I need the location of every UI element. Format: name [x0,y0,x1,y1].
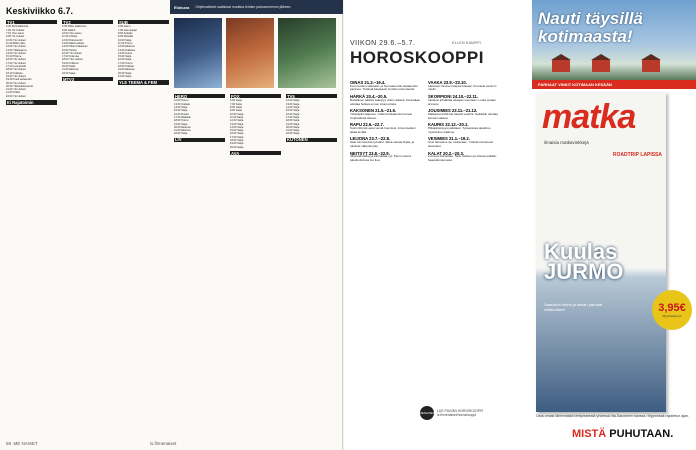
price: 3,95€ [658,302,686,314]
ad-tagline-red: MISTÄ [572,428,607,440]
sign-heading: VAAKA 23.9.–23.10. [428,80,467,85]
program-entry: 12.00 Elokuva [118,45,135,49]
program-list [62,25,113,74]
sign-text: Luovuus kukoistaa. Tartu hetkeen ja toteuta pitkään haaveilemasi asia. [428,154,497,162]
program-entry: 17.00 Tosi-tv [118,61,133,65]
red-cottage-icon [592,60,610,72]
program-entry: 18.00 Tosi-tv [174,119,189,123]
program-list [286,99,337,135]
program-entry: 15.00 Sarja [286,109,300,113]
sign-text: Rahallinen päätös selkiytyy viikon aikana. Kannattaa odottaa hetkeä ennen sitoutumista. [350,97,420,106]
banner-logo: Elokuva [174,4,190,10]
site-url: is.fi/menaiset [150,441,177,446]
program-entry: 8.00 Kotitalo [118,32,133,36]
program-entry: 20.30 Ykkösdokumentti [6,84,33,88]
date-range: VIIKON 29.6.–5.7. [350,40,416,47]
program-entry: 19.00 Sarja [230,142,244,146]
program-entry: 21.00 Elokuva [62,68,79,72]
program-entry: 16.00 Sarja [230,132,244,136]
menaiset-logo: MENAISET [420,406,434,420]
program-entry: 17.00 Sarja [286,115,300,119]
sign-text: Läheinen ihminen kaipaa tukeasi. Kuuntele avoimin mielin. [428,83,497,92]
program-entry: 15.00 Sarja [118,55,132,59]
program-entry: 20.00 Yle Uutiset [6,81,26,85]
program-photo [278,18,336,88]
program-entry: 8.00 Sarja [230,106,242,110]
cover-tag: ROADTRIP LAPISSA [612,152,662,158]
magazine-name: ME NAISET [13,441,38,446]
program-photo [174,18,222,88]
program-entry: 14.00 Sarja [174,106,188,110]
ad-landscape [532,0,696,80]
program-list [230,99,281,148]
program-entry: 16.00 Yle Uutiset [62,51,82,55]
ad-strip: PARHAAT VINKIT KOTIMAAN KESÄÄN [532,80,696,89]
program-entry: 12.00 Yle Uutiset [6,45,26,49]
price-note: Myynnissä nyt [662,314,682,318]
program-entry: 17.00 Sarja [230,135,244,139]
page-number: 58 ME NAISET [6,441,38,446]
program-entry: 18.00 Sarja [286,119,300,123]
program-entry: 17.10 Luontoretki [6,65,27,69]
matka-advertisement [532,0,696,450]
program-list [118,25,169,78]
channel-name: HERO [174,94,225,98]
ad-slogan: Nauti täysillä kotimaasta! [538,9,643,46]
program-entry: 20.00 Sarja [230,145,244,149]
program-entry: 14.00 Sarja [230,125,244,129]
channel-name: LIV [174,138,225,142]
program-entry: 12.00 Dokumentti [62,38,83,42]
program-entry: 19.00 Yle Uutiset [6,74,26,78]
program-entry: 22.00 Sarja [174,132,188,136]
program-entry: 20.00 Elokuva [174,125,191,129]
sign-text: Järjestelmällisyys kannattaa nyt. Pieni muutos päivärutiinissa tuo iloa. [350,154,412,162]
footer-line: LUE PÄIVÄN HOROSKOOPPI [437,409,484,413]
channel-column [6,18,57,106]
ad-tagline [572,428,673,440]
channel-column [62,18,113,82]
program-entry: 12.00 Sarja [286,99,300,103]
sign-text: Kotiin liittyvät asiat vievät huomiosi. Anna itsellesi aikaa levätä. [350,126,416,134]
program-entry: 15.10 Prisma [6,55,22,59]
program-entry: 20.00 Sarja [286,125,300,129]
channel-name: MTV3 [62,77,113,81]
program-entry: 17.00 Yle Uutiset [6,61,26,65]
program-entry: 14.00 Pikku Kakkonen [62,45,88,49]
program-entry: 11.20 Mikä mikä [6,41,25,45]
tv-guide-page [0,0,343,450]
sign-text: Uusi harrastus vie mukanaan. Ystävät innostuvat ideoistasi. [428,140,493,148]
horoscope-title: HOROSKOOPPI [350,48,484,67]
program-entry: 17.00 Kotimaa [62,55,79,59]
program-entry: 21.05 Poliisi [6,91,20,95]
program-entry: 19.00 Kulttuuri [62,61,79,65]
program-entry: 22.00 Yle Uutiset [6,94,26,98]
sign-heading: KALAT 20.2.–20.3. [428,150,464,156]
program-entry: 13.00 Kokkaus [118,48,136,52]
program-entry: 19.00 Elokuva [118,68,135,72]
program-entry: 20.00 Sarja [118,71,132,75]
channel-name: SUB [118,20,169,24]
program-banner [170,0,343,14]
program-entry: 11.00 Urheilu [62,35,78,39]
program-entry: 7.00 Yle Uutiset [6,28,25,32]
sign-heading: OINAS 21.3.–19.4. [350,80,386,85]
sign-heading: JOUSIMIES 23.11.–21.12. [428,108,478,114]
program-entry: 21.00 Elokuva [174,129,191,133]
program-entry: 7.00 Sarja [230,102,242,106]
ad-tagline-black: PUHUTAAN. [609,428,674,440]
sign-text: Intuitiosi johdattaa oikeaan suuntaan. Luota omaan arvioosi. [428,97,496,106]
program-entry: 18.00 Kotitalo [118,65,134,69]
ad-bottom-text: Osta omasi lähimmästä lehtipisteestä yhdessä Ilta-Sanomien kanssa. Myynnissä rajoitetun ajan. [536,414,690,418]
program-entry: 14.00 Sarja [286,106,300,110]
program-entry: 18.00 Yle Uutiset [6,68,26,72]
program-entry: 11.00 Tosi-tv [118,41,133,45]
program-entry: 9.00 Yle Uutiset [6,35,25,39]
page-title: Keskiviikko 6.7. [6,6,74,16]
program-entry: 18.10 Kotikatu [6,71,23,75]
channel-name: TV1 [6,20,57,24]
sign-text: Pitkäjänteisyys palkitaan. Työasioissa tapahtuu myönteinen käänne. [428,126,491,134]
sign-heading: RAPU 22.6.–22.7. [350,122,384,128]
program-entry: 6.20 Ryhmäliikunta [6,25,29,29]
program-entry: 13.00 Sarja [286,102,300,106]
sign-heading: VESIMIES 21.1.–19.2. [428,136,470,142]
cover-subline: ilmaisia matkavinkkejä [544,140,589,145]
magazine-brand: matka [542,98,636,136]
program-entry: 6.00 Pikku Kakkonen [62,25,87,29]
channel-column [174,92,225,143]
channel-column [286,92,337,143]
program-entry: 12.00 Tosi-tv [174,99,189,103]
sign-heading: KAURIS 22.12.–20.1. [428,122,469,128]
banner-text: Ohjelmatiedot saattavat muuttua lehden painoonmenon jälkeen. [195,5,292,9]
program-entry: 15.00 Sarja [230,129,244,133]
sign-heading: LEIJONA 23.7.–22.8. [350,136,391,142]
program-entry: 9.00 Musiikki [118,35,133,39]
horoscope-column [350,78,422,163]
program-entry: 19.00 Sarja [286,122,300,126]
sign-heading: KAKSONEN 21.5.–21.6. [350,108,397,114]
program-entry: 19.20 Puoli seitsemän [6,78,32,82]
footer-link[interactable]: is.fi/menaiset/horoskooppi [437,413,477,417]
program-entry: 21.00 Sarja [286,129,300,133]
program-photo [226,18,274,88]
program-entry: 21.00 Sarja [118,74,132,78]
channel-name: TV5 [286,94,337,98]
program-entry: 6.00 Aamu [118,25,131,29]
program-list [6,25,57,98]
program-entry: 13.00 Ykkösaamu [6,48,27,52]
program-entry: 14.00 Yle Uutiset [6,51,26,55]
cover-headline: Kuulas JURMO [544,239,624,284]
program-list [174,99,225,135]
program-entry: 13.00 Sarja [230,122,244,126]
program-entry: 8.00 Galleri [62,28,76,32]
sign-heading: NEITSYT 23.8.–22.9. [350,150,390,156]
program-entry: 21.00 Yle Uutiset [6,88,26,92]
program-entry: 14.00 Huuto [118,51,133,55]
program-entry: 16.00 Ruoka [174,112,189,116]
program-entry: 22.00 Sarja [62,71,76,75]
program-entry: 22.00 Sarja [286,132,300,136]
author: ELLEN KAMPPI [452,40,481,45]
channel-name: TV2 [62,20,113,24]
program-entry: 10.00 Sarja [230,112,244,116]
program-entry: 18.00 Sarja [230,139,244,143]
channel-name: FOX [230,94,281,98]
sign-text: Matkasuunnitelmat saavat vauhtia. Seikkailu odottaa kulman takana. [428,111,498,120]
program-entry: 12.00 Sarja [230,119,244,123]
program-entry: 13.00 Kotitalo [174,102,190,106]
red-cottage-icon [642,60,660,72]
program-entry: 10.00 Sarja [118,38,132,42]
red-cottage-icon [552,60,570,72]
program-entry: 18.00 Ylen uutiset [62,58,83,62]
program-entry: 17.00 Matkailu [174,115,191,119]
channel-column [230,92,281,156]
program-entry: 15.00 Tanssi [62,48,77,52]
horoscope-column [428,78,500,163]
sign-text: Saat tunnustusta työstäsi. Jatka samaa linjaa, ja tulokset näkyvät pian. [350,140,415,148]
program-entry: 7.10 Ylen aamu [6,32,25,36]
program-entry: 7.00 Aamusarjat [118,28,137,32]
channel-name: YLE TEEMA & FEM [118,80,169,84]
magazine-cover [536,92,666,412]
channel-name: KUTONEN [286,138,337,142]
program-entry: 10.00 Yle Uutiset [6,38,26,42]
sign-text: Ystäväpiiri laajenee. Uudet kohtaamiset tuovat inspiraatiota arkeen. [350,111,412,120]
program-entry: 19.00 Sarja [174,122,188,126]
sign-text: Kommunikoi selkeästi, ja huomaat että vastaanotto paranee. Tuttavat kaipaavat sinulta uusia ideoita. [350,83,418,92]
program-entry: 16.00 Sarja [286,112,300,116]
program-entry: 13.00 Elävä arkisto [62,41,85,45]
cover-side-text: Saariston helmi ja kesän parhaat retkikohteet [544,302,603,312]
program-entry: 16.00 Sarja [118,58,132,62]
price-badge [652,290,692,330]
program-entry: 10.00 Ylen aamu [62,32,82,36]
program-entry: 16.00 Yle Uutiset [6,58,26,62]
channel-name: Ei Rajatoimin [6,100,57,104]
sign-heading: SKORPIONI 24.10.–22.11. [428,94,479,100]
program-entry: 6.00 Sarja [230,99,242,103]
channel-column [118,18,169,86]
program-entry: 9.00 Sarja [230,109,242,113]
program-entry: 15.00 Sarja [174,109,188,113]
program-entry: 11.00 Sarja [230,115,244,119]
program-entry: 20.00 Taide [62,65,76,69]
channel-name: AVA [230,151,281,155]
horoscope-footer [420,406,483,420]
sign-heading: HÄRKÄ 20.4.–20.5. [350,94,388,100]
